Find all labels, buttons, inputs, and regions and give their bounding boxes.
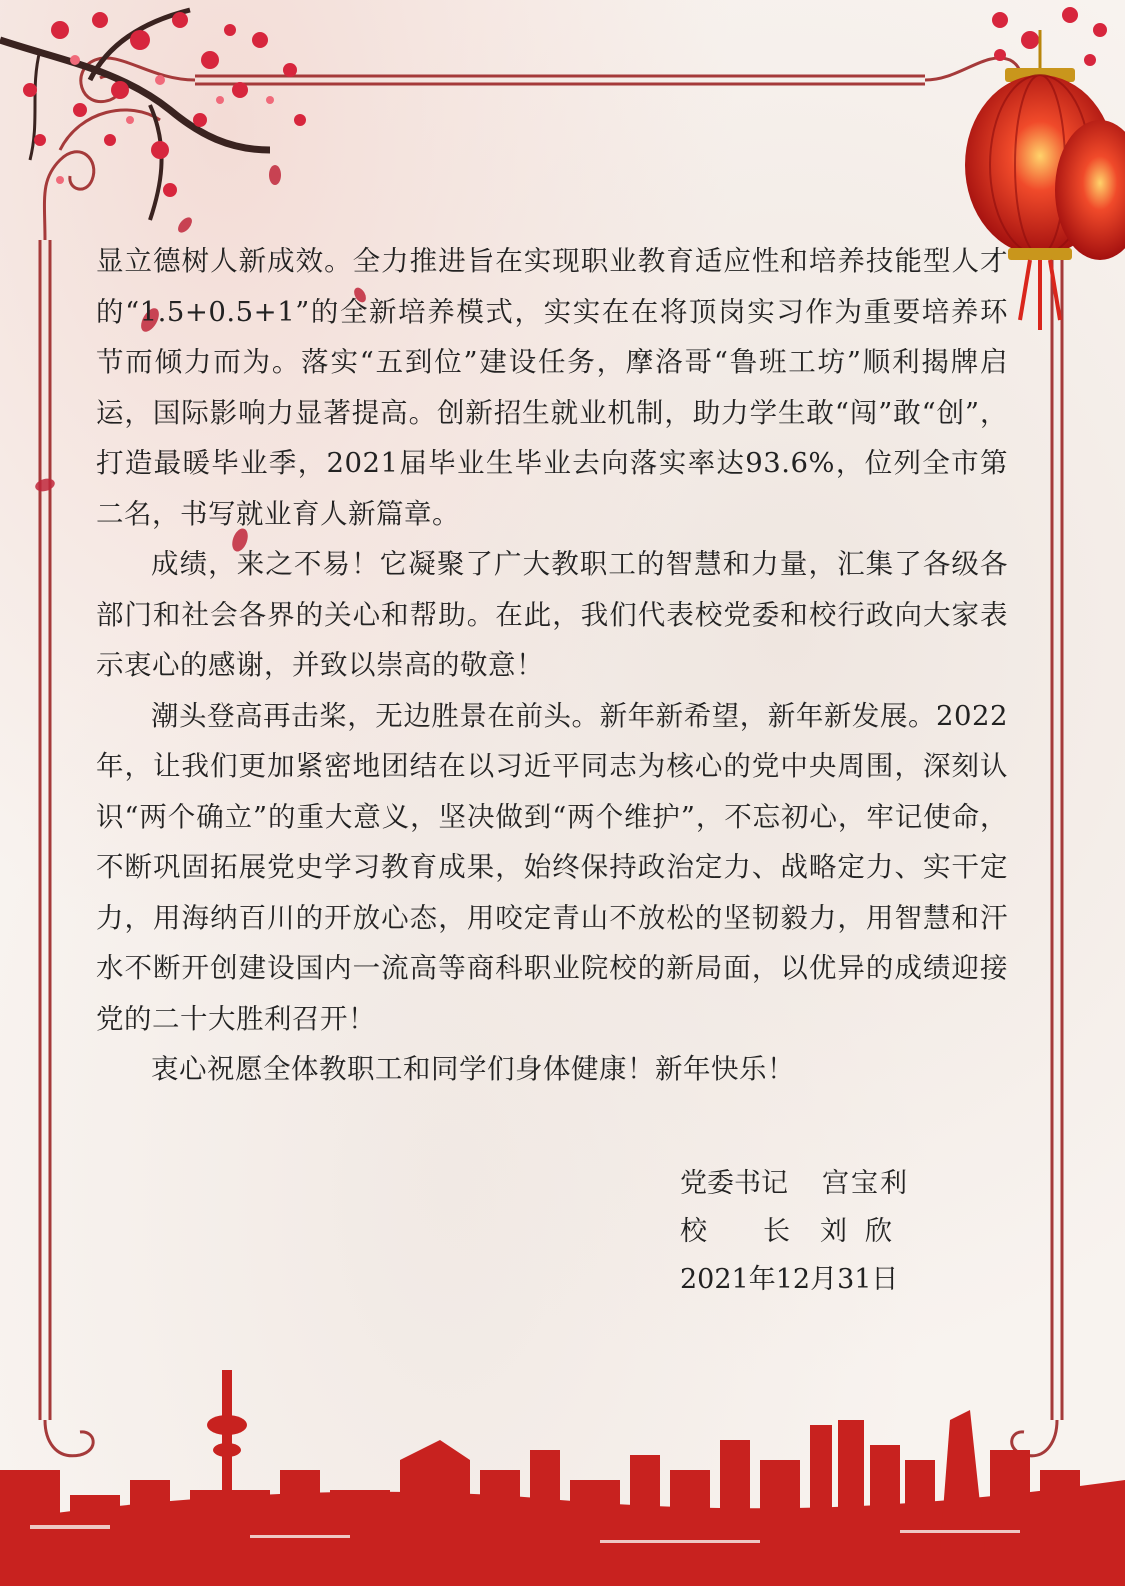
signature-secretary xyxy=(680,1160,980,1208)
plum-blossom-top-right-icon xyxy=(992,7,1107,66)
letter-paragraph-1: 显立德树人新成效。全力推进旨在实现职业教育适应性和培养技能型人才的“1.5+0.5+1”的全新培养模式，实实在在将顶岗实习作为重要培养环节而倾力而为。落实“五到位”建设任务，摩洛哥“鲁班工坊”顺利揭牌启运，国际影响力显著提高。创新招生就业机制，助力学生敢“闯”敢“创”，打造最暖毕业季，2021届毕业生毕业去向落实率达93.6%，位列全市第二名，书写就业育人新篇章。 xyxy=(96,245,1008,530)
president-role xyxy=(680,1208,790,1256)
president-role-part-2: 长 xyxy=(763,1216,790,1247)
city-skyline-icon xyxy=(0,1370,1125,1586)
signature-block xyxy=(680,1160,980,1304)
letter-body xyxy=(96,236,1008,1095)
president-name: 刘欣 xyxy=(820,1216,910,1247)
signature-date: 2021年12月31日 xyxy=(680,1264,899,1295)
secretary-role: 党委书记 xyxy=(680,1168,788,1199)
letter-paragraph-2: 成绩，来之不易！它凝聚了广大教职工的智慧和力量，汇集了各级各部门和社会各界的关心和帮助。在此，我们代表校党委和校行政向大家表示衷心的感谢，并致以崇高的敬意！ xyxy=(96,548,1008,681)
letter-paragraph-3: 潮头登高再击桨，无边胜景在前头。新年新希望，新年新发展。2022年，让我们更加紧密地团结在以习近平同志为核心的党中央周围，深刻认识“两个确立”的重大意义，坚决做到“两个维护”，不忘初心，牢记使命，不断巩固拓展党史学习教育成果，始终保持政治定力、战略定力、实干定力，用海纳百川的开放心态，用咬定青山不放松的坚韧毅力，用智慧和汗水不断开创建设国内一流高等商科职业院校的新局面，以优异的成绩迎接党的二十大胜利召开！ xyxy=(96,699,1008,1035)
president-role-part-1: 校 xyxy=(680,1216,707,1247)
secretary-name: 宫宝利 xyxy=(822,1168,909,1199)
letter-paragraph-4: 衷心祝愿全体教职工和同学们身体健康！新年快乐！ xyxy=(151,1053,795,1085)
signature-president xyxy=(680,1208,980,1256)
